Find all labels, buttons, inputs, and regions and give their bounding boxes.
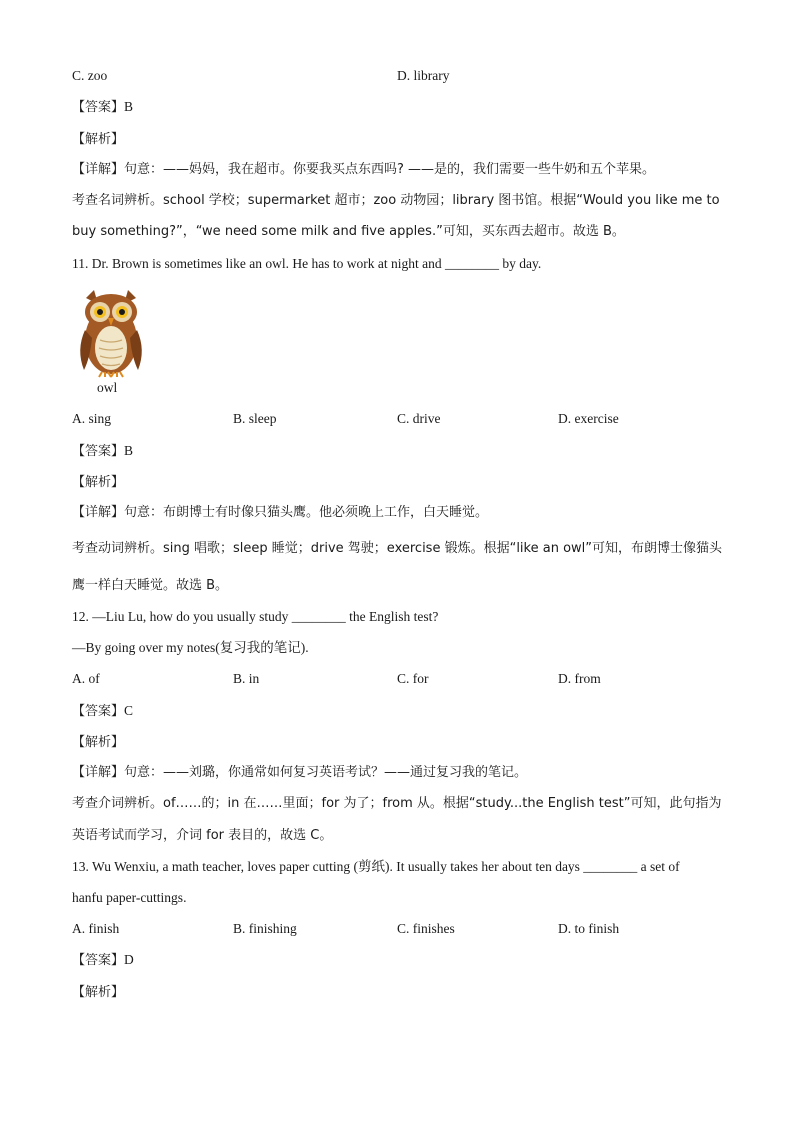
q12-option-b: B. in: [233, 671, 260, 686]
q12-explain-1: 考查介词辨析。of……的；in 在……里面；for 为了；from 从。根据“study...the English test”可知，此句指为: [72, 796, 722, 811]
q12-analysis-label: 【解析】: [72, 735, 125, 750]
q11-explain-2: 鹰一样白天睡觉。故选 B。: [72, 578, 229, 593]
q12-answer: 【答案】C: [72, 703, 134, 719]
q10-analysis-label: 【解析】: [72, 132, 125, 147]
q13-answer: 【答案】D: [72, 952, 134, 968]
q11-option-c: C. drive: [397, 411, 441, 426]
owl-icon: [72, 288, 150, 378]
q11-answer: 【答案】B: [72, 443, 134, 459]
q13-option-d: D. to finish: [558, 921, 620, 936]
q12-detail: 【详解】句意：——刘璐，你通常如何复习英语考试？——通过复习我的笔记。: [72, 765, 528, 780]
q10-option-c: C. zoo: [72, 68, 108, 83]
q11-explain-1: 考查动词辨析。sing 唱歌；sleep 睡觉；drive 驾驶；exercise 锻炼。根据“like an owl”可知，布朗博士像猫头: [72, 541, 723, 556]
q13-analysis-label: 【解析】: [72, 985, 125, 1000]
q11-analysis-label: 【解析】: [72, 475, 125, 490]
q13-stem-1: 13. Wu Wenxiu, a math teacher, loves paper cutting (剪纸). It usually takes her about ten days ________ a set of: [72, 859, 680, 874]
q10-explain-2: buy something?”，“we need some milk and five apples.”可知，买东西去超市。故选 B。: [72, 224, 625, 239]
q12-explain-2: 英语考试而学习，介词 for 表目的，故选 C。: [72, 828, 333, 843]
q12-option-c: C. for: [397, 671, 429, 686]
q13-option-a: A. finish: [72, 921, 120, 936]
owl-caption: owl: [97, 380, 118, 395]
q10-option-d: D. library: [397, 68, 450, 83]
q11-option-b: B. sleep: [233, 411, 277, 426]
q12-option-d: D. from: [558, 671, 601, 686]
q10-answer: [72, 98, 133, 117]
q13-option-b: B. finishing: [233, 921, 297, 936]
q13-stem-2: hanfu paper-cuttings.: [72, 890, 187, 905]
answer-label: 【答案】: [72, 100, 125, 115]
q11-detail: 【详解】句意：布朗博士有时像只猫头鹰。他必须晚上工作，白天睡觉。: [72, 505, 489, 520]
q11-option-a: A. sing: [72, 411, 112, 426]
q12-option-a: A. of: [72, 671, 100, 686]
q12-stem-1: 12. —Liu Lu, how do you usually study ________ the English test?: [72, 609, 439, 624]
q10-explain-1: 考查名词辨析。school 学校；supermarket 超市；zoo 动物园；library 图书馆。根据“Would you like me to: [72, 193, 720, 208]
q11-option-d: D. exercise: [558, 411, 619, 426]
q12-stem-2: —By going over my notes(复习我的笔记).: [72, 640, 309, 655]
q13-option-c: C. finishes: [397, 921, 455, 936]
answer-value: B: [124, 99, 134, 114]
q11-stem: 11. Dr. Brown is sometimes like an owl. He has to work at night and ________ by day.: [72, 256, 542, 271]
q10-detail: 【详解】句意：——妈妈，我在超市。你要我买点东西吗? ——是的，我们需要一些牛奶和五个苹果。: [72, 162, 656, 177]
